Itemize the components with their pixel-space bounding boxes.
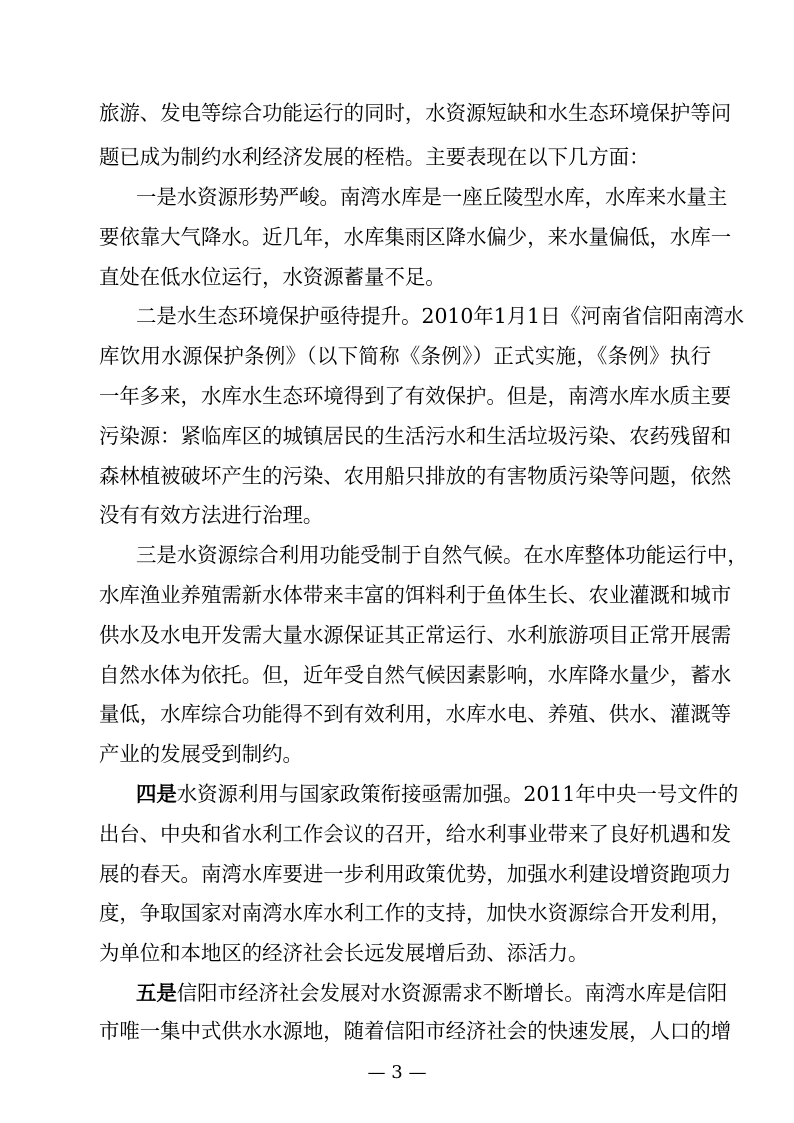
line-text: 信阳市经济社会发展对水资源需求不断增长。南湾水库是信阳 [176, 981, 728, 1005]
line-text: 为单位和本地区的经济社会长远发展增后劲、添活力。 [99, 941, 589, 965]
line-text: 供水及水电开发需大量水源保证其正常运行、水利旅游项目正常开展需 [99, 623, 732, 647]
line-text: 产业的发展受到制约。 [99, 742, 303, 766]
body-line [99, 580, 732, 610]
paragraph-lead: 一是 [136, 185, 177, 209]
paragraph-lead: 三是 [136, 543, 177, 567]
line-text: 直处在低水位运行，水资源蓄量不足。 [99, 265, 446, 289]
paragraph-first-line [136, 301, 744, 331]
body-line [99, 898, 732, 928]
line-text: 库饮用水源保护条例》（以下简称《条例》）正式实施，《条例》执行 [99, 344, 711, 368]
line-text: 没有有效方法进行治理。 [99, 503, 324, 527]
line-text: 量低，水库综合功能得不到有效利用，水库水电、养殖、供水、灌溉等 [99, 702, 732, 726]
body-line [99, 381, 732, 411]
body-line [99, 341, 711, 371]
page-number: — 3 — [367, 1062, 427, 1083]
body-line [99, 98, 732, 128]
line-text: 污染源：紧临库区的城镇居民的生活污水和生活垃圾污染、农药残留和 [99, 424, 732, 448]
line-text: 水生态环境保护亟待提升。2010年1月1日《河南省信阳南湾水 [176, 304, 744, 328]
body-line [99, 660, 732, 690]
body-line [99, 500, 711, 530]
line-text: 一年多来，水库水生态环境得到了有效保护。但是，南湾水库水质主要 [99, 384, 732, 408]
body-line [99, 859, 732, 889]
paragraph-lead: 二是 [136, 304, 177, 328]
line-text: 度，争取国家对南湾水库水利工作的支持，加快水资源综合开发利用， [99, 901, 732, 925]
line-text: 水资源形势严峻。南湾水库是一座丘陵型水库，水库来水量主 [176, 185, 728, 209]
line-text: 要依靠大气降水。近几年，水库集雨区降水偏少，来水量偏低，水库一 [99, 225, 732, 249]
body-line [99, 461, 732, 491]
line-text: 题已成为制约水利经济发展的桎梏。主要表现在以下几方面： [99, 145, 650, 169]
body-line [99, 142, 711, 172]
body-line [99, 421, 732, 451]
paragraph-first-line [136, 182, 728, 212]
body-line [99, 620, 732, 650]
body-line [99, 1016, 732, 1046]
body-line [99, 819, 732, 849]
body-line [99, 739, 711, 769]
body-line [99, 938, 711, 968]
paragraph-first-line [136, 779, 739, 809]
line-text: 水库渔业养殖需新水体带来丰富的饵料利于鱼体生长、农业灌溉和城市 [99, 583, 732, 607]
line-text: 森林植被破坏产生的污染、农用船只排放的有害物质污染等问题，依然 [99, 464, 732, 488]
line-text: 旅游、发电等综合功能运行的同时，水资源短缺和水生态环境保护等问 [99, 101, 732, 125]
body-line [99, 262, 711, 292]
body-line [99, 699, 732, 729]
body-line [99, 222, 732, 252]
paragraph-lead: 四是 [136, 782, 177, 806]
line-text: 自然水体为依托。但，近年受自然气候因素影响，水库降水量少，蓄水 [99, 663, 732, 687]
paragraph-lead: 五是 [136, 981, 177, 1005]
line-text: 展的春天。南湾水库要进一步利用政策优势，加强水利建设增资跑项力 [99, 862, 732, 886]
paragraph-first-line [136, 540, 748, 570]
line-text: 水资源综合利用功能受制于自然气候。在水库整体功能运行中， [176, 543, 748, 567]
paragraph-first-line [136, 978, 728, 1008]
line-text: 出台、中央和省水利工作会议的召开，给水利事业带来了良好机遇和发 [99, 822, 732, 846]
line-text: 市唯一集中式供水水源地，随着信阳市经济社会的快速发展，人口的增 [99, 1019, 732, 1043]
line-text: 水资源利用与国家政策衔接亟需加强。2011年中央一号文件的 [176, 782, 739, 806]
